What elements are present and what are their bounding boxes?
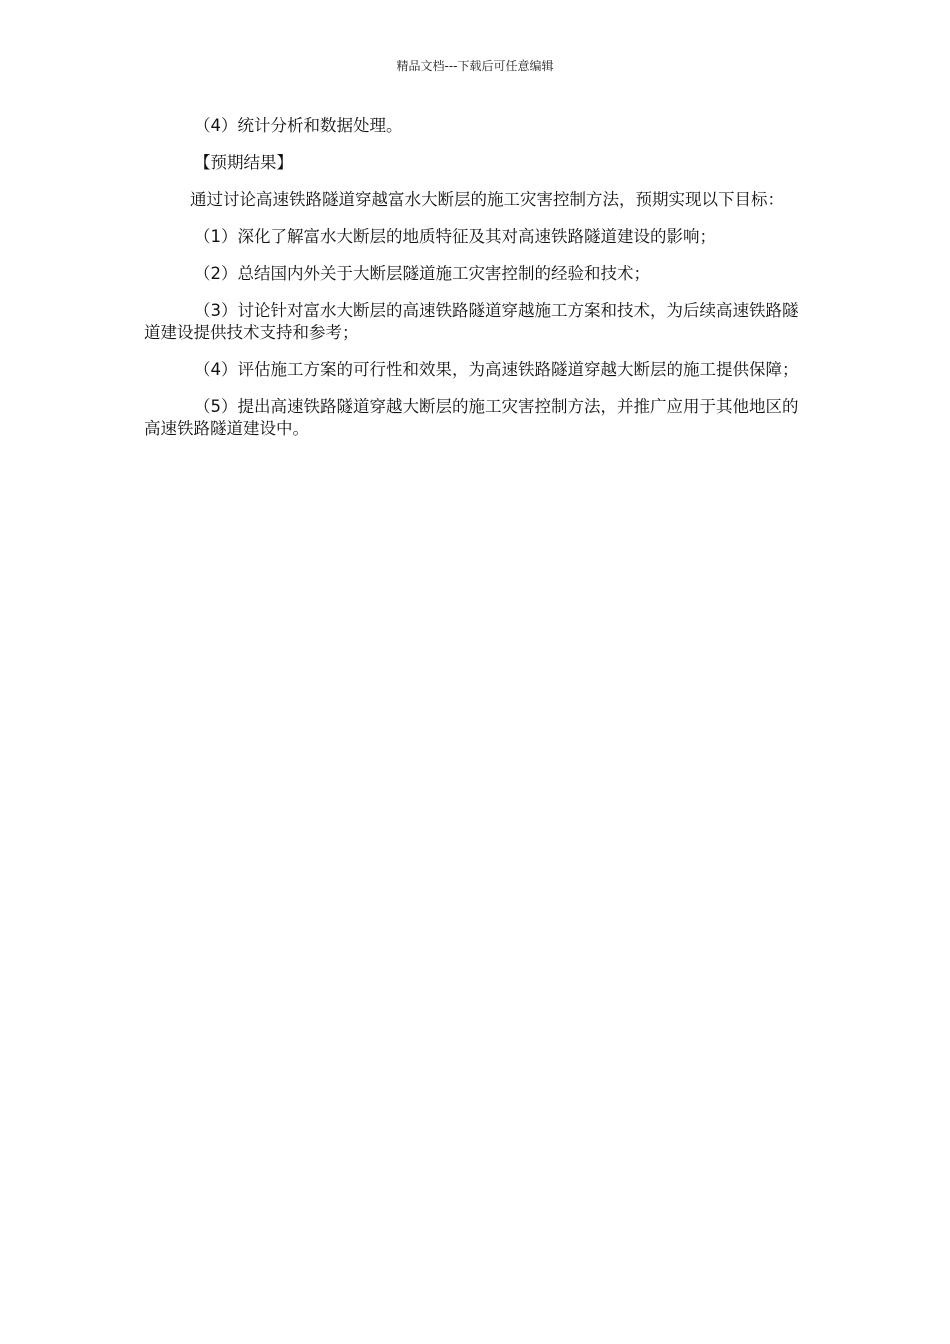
page-header: 精品文档---下载后可任意编辑 [396,59,554,73]
document-body [144,115,804,455]
intro-paragraph: 通过讨论高速铁路隧道穿越富水大断层的施工灾害控制方法，预期实现以下目标： [190,190,784,209]
section-heading-expected-results: 【预期结果】 [194,153,293,172]
goal-item-1: （1）深化了解富水大断层的地质特征及其对高速铁路隧道建设的影响； [194,227,716,246]
list-item-statistics: （4）统计分析和数据处理。 [194,116,403,135]
goal-item-2: （2）总结国内外关于大断层隧道施工灾害控制的经验和技术； [194,264,650,283]
goal-item-4: （4）评估施工方案的可行性和效果，为高速铁路隧道穿越大断层的施工提供保障； [194,360,799,379]
goal-item-5: （5）提出高速铁路隧道穿越大断层的施工灾害控制方法，并推广应用于其他地区的高速铁路隧道建设中。 [144,397,799,438]
goal-item-3: （3）讨论针对富水大断层的高速铁路隧道穿越施工方案和技术，为后续高速铁路隧道建设提供技术支持和参考； [144,301,799,342]
